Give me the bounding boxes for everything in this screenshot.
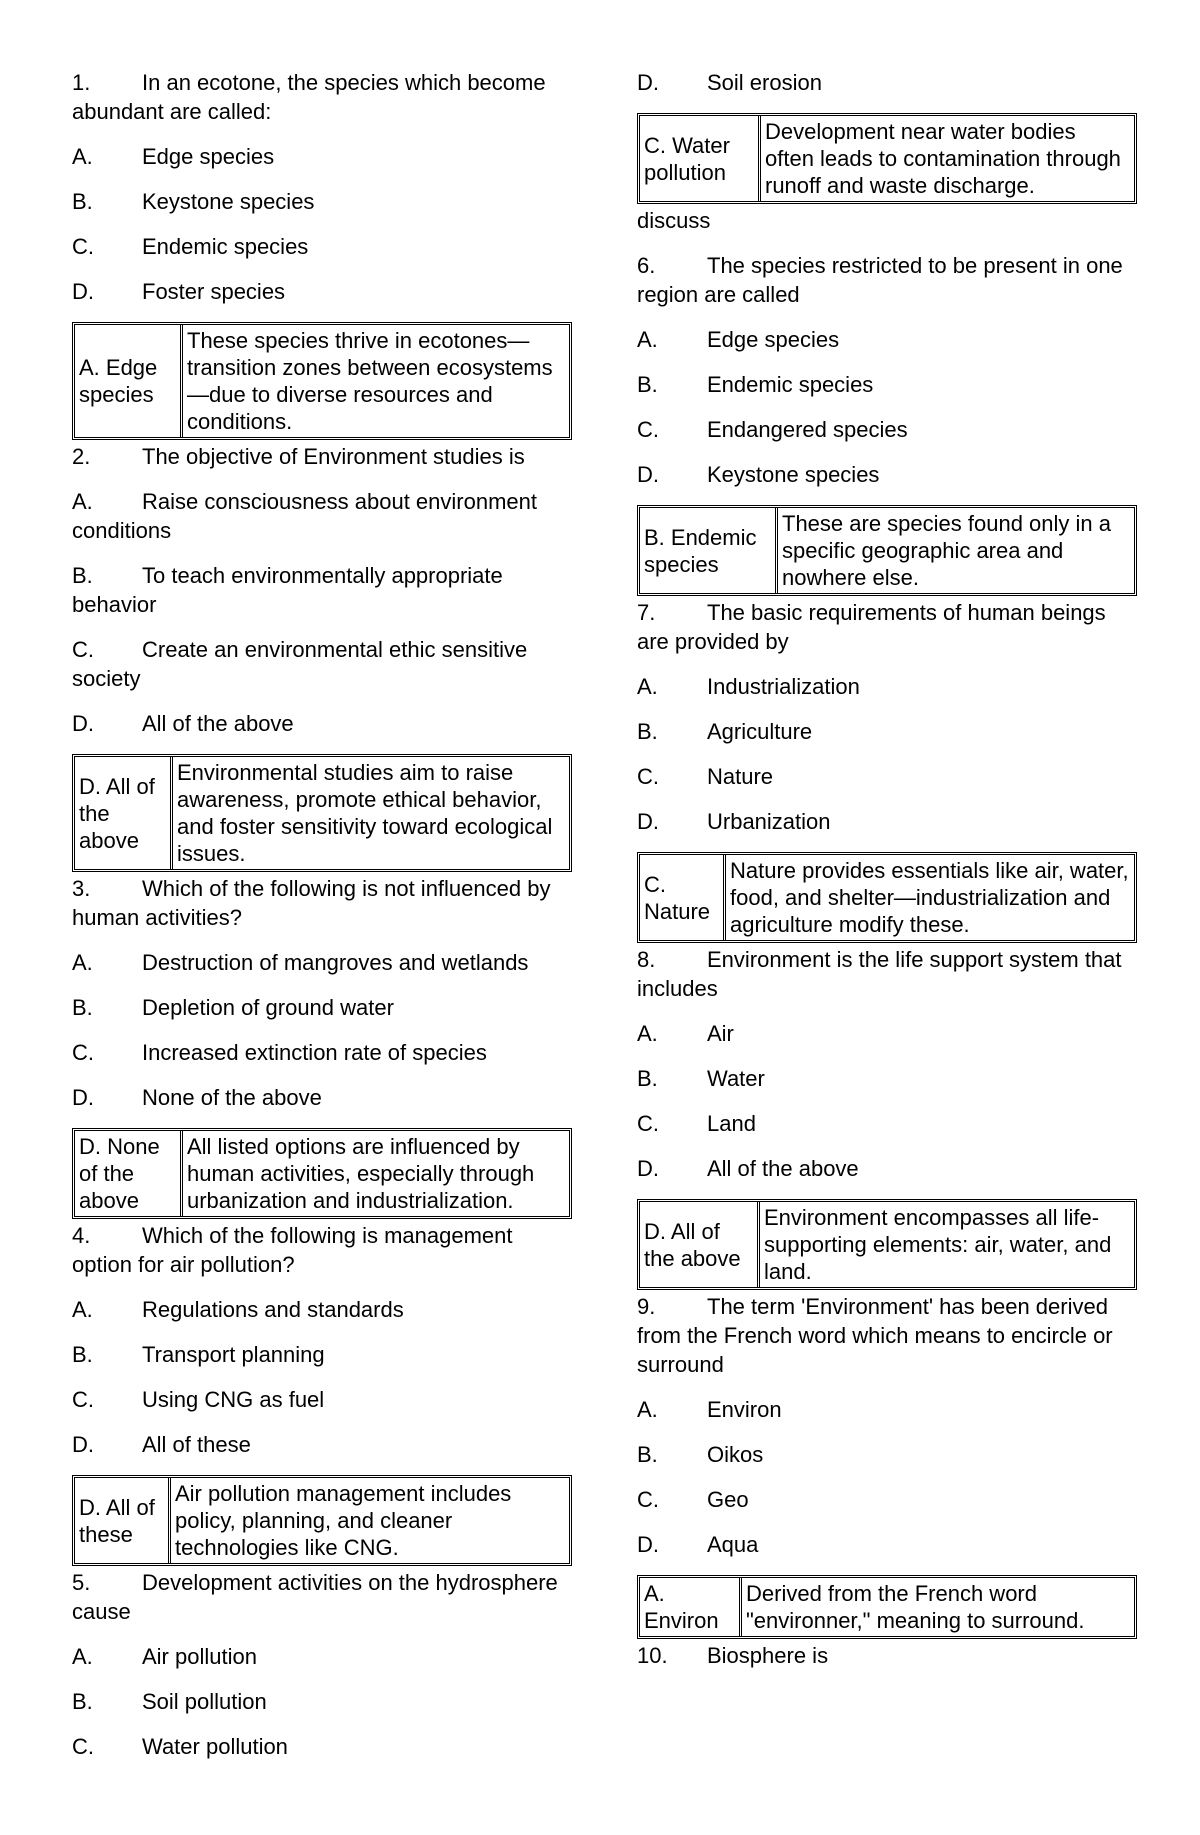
option [72,561,572,619]
answer-box [72,322,572,440]
option-text: Air [707,1021,734,1046]
option [72,709,572,738]
question-5 [72,1568,572,1626]
option [72,487,572,545]
option [637,1530,1137,1559]
option-letter: D. [637,462,659,487]
option-letter: A. [637,674,658,699]
option [72,1732,572,1761]
question-text: Which of the following is management option for air pollution? [72,1223,513,1277]
option [72,1385,572,1414]
question-1 [72,68,572,126]
option [72,993,572,1022]
option-letter: A. [72,1644,93,1669]
answer-explanation: Environmental studies aim to raise awareness, promote ethical behavior, and foster sensitivity toward ecological issues. [177,760,553,866]
option-letter: C. [637,764,659,789]
question-9 [637,1292,1137,1379]
option-text: Aqua [707,1532,759,1557]
question-6 [637,251,1137,309]
option [72,1083,572,1112]
answer-key: D. All of these [75,1478,171,1563]
option-letter: B. [72,189,93,214]
question-text: Which of the following is not influenced by human activities? [72,876,551,930]
answer-key: D. All of the above [75,757,173,869]
option-text: Increased extinction rate of species [142,1040,487,1065]
option-text: Keystone species [142,189,315,214]
option-text: Endemic species [707,372,874,397]
option-letter: D. [72,711,94,736]
option [72,1038,572,1067]
option-letter: B. [72,563,93,588]
answer-box [72,1128,572,1219]
option [637,1440,1137,1469]
option-text: Soil erosion [707,70,822,95]
option-text: Environ [707,1397,782,1422]
option-text: To teach environmentally appropriate behavior [72,563,503,617]
option-text: All of these [142,1432,251,1457]
option-text: Using CNG as fuel [142,1387,325,1412]
option [637,762,1137,791]
option-text: None of the above [142,1085,322,1110]
option-letter: C. [72,1040,94,1065]
option-letter: D. [72,1085,94,1110]
option-text: All of the above [707,1156,859,1181]
option-letter: C. [72,637,94,662]
option-text: Agriculture [707,719,813,744]
answer-box [72,1475,572,1566]
question-number: 3. [72,876,91,901]
option-text: Geo [707,1487,749,1512]
option-letter: D. [637,1156,659,1181]
question-4 [72,1221,572,1279]
discuss-text: discuss [637,208,711,233]
option-letter: C. [72,1734,94,1759]
option-text: Destruction of mangroves and wetlands [142,950,529,975]
option [637,68,1137,97]
option-letter: B. [637,1066,658,1091]
option [72,277,572,306]
option-letter: D. [72,279,94,304]
answer-box [637,852,1137,943]
question-text: Biosphere is [707,1643,829,1668]
question-number: 2. [72,444,91,469]
option-text: Keystone species [707,462,880,487]
option-text: Edge species [142,144,275,169]
answer-key: A. Environ [640,1578,742,1636]
left-column [72,68,572,1777]
answer-explanation: These species thrive in ecotones—transition zones between ecosystems—due to diverse resources and conditions. [187,328,553,434]
answer-key: C. Nature [640,855,726,940]
option-text: Foster species [142,279,286,304]
question-number: 9. [637,1294,656,1319]
option [72,1687,572,1716]
option [72,187,572,216]
answer-explanation: Development near water bodies often leads to contamination through runoff and waste discharge. [765,119,1121,198]
question-text: In an ecotone, the species which become abundant are called: [72,70,546,124]
option-letter: C. [72,234,94,259]
option-letter: C. [637,1487,659,1512]
question-text: The basic requirements of human beings are provided by [637,600,1106,654]
question-text: Development activities on the hydrosphere cause [72,1570,558,1624]
option-letter: D. [72,1432,94,1457]
option-text: Land [707,1111,756,1136]
option-letter: A. [72,950,93,975]
option-letter: A. [637,327,658,352]
option-letter: B. [72,1689,93,1714]
option [637,1109,1137,1138]
option [72,1295,572,1324]
answer-key: C. Water pollution [640,116,761,201]
option [637,1154,1137,1183]
option-letter: D. [637,809,659,834]
answer-box [637,505,1137,596]
option-text: Nature [707,764,774,789]
answer-explanation: Environment encompasses all life-supporting elements: air, water, and land. [764,1205,1112,1284]
option [72,948,572,977]
answer-key: B. Endemic species [640,508,778,593]
option-letter: D. [637,1532,659,1557]
option-letter: B. [637,372,658,397]
answer-key: D. All of the above [640,1202,760,1287]
question-number: 10. [637,1643,668,1668]
option-text: Endangered species [707,417,908,442]
option [72,1642,572,1671]
option-letter: B. [72,1342,93,1367]
option [637,325,1137,354]
option [637,1485,1137,1514]
option-letter: A. [72,144,93,169]
question-number: 7. [637,600,656,625]
option-letter: B. [637,1442,658,1467]
answer-key: D. None of the above [75,1131,183,1216]
option-text: Water [707,1066,765,1091]
answer-box [637,1575,1137,1639]
option-letter: B. [72,995,93,1020]
right-column [637,68,1137,1686]
option-text: Transport planning [142,1342,325,1367]
option [72,232,572,261]
option-letter: A. [637,1021,658,1046]
option [637,1064,1137,1093]
option-text: Raise consciousness about environment conditions [72,489,538,543]
option-text: Edge species [707,327,840,352]
option-letter: A. [72,1297,93,1322]
option-text: Urbanization [707,809,831,834]
question-text: The objective of Environment studies is [142,444,525,469]
option-text: Regulations and standards [142,1297,404,1322]
question-number: 8. [637,947,656,972]
question-text: The species restricted to be present in one region are called [637,253,1123,307]
option [637,460,1137,489]
option-text: Create an environmental ethic sensitive society [72,637,528,691]
option-letter: C. [72,1387,94,1412]
option [72,635,572,693]
option-text: Depletion of ground water [142,995,394,1020]
question-8 [637,945,1137,1003]
option-text: Air pollution [142,1644,257,1669]
question-2 [72,442,572,471]
option [637,415,1137,444]
option-text: Soil pollution [142,1689,267,1714]
option [637,672,1137,701]
answer-explanation: Air pollution management includes policy, planning, and cleaner technologies like CNG. [175,1481,512,1560]
question-text: Environment is the life support system that includes [637,947,1122,1001]
question-number: 4. [72,1223,91,1248]
option [72,142,572,171]
question-text: The term 'Environment' has been derived from the French word which means to encircle or surround [637,1294,1113,1377]
option [72,1430,572,1459]
option [637,807,1137,836]
question-10 [637,1641,1137,1670]
answer-explanation: These are species found only in a specific geographic area and nowhere else. [782,511,1111,590]
answer-key: A. Edge species [75,325,183,437]
option-letter: B. [637,719,658,744]
option-text: Water pollution [142,1734,288,1759]
option [637,1019,1137,1048]
option-letter: A. [637,1397,658,1422]
answer-explanation: Derived from the French word "environner," meaning to surround. [746,1581,1085,1633]
question-7 [637,598,1137,656]
answer-explanation: All listed options are influenced by human activities, especially through urbanization and industrialization. [187,1134,535,1213]
option [637,370,1137,399]
option-letter: C. [637,1111,659,1136]
question-number: 6. [637,253,656,278]
option-letter: D. [637,70,659,95]
option-letter: A. [72,489,93,514]
option-text: All of the above [142,711,294,736]
answer-box [637,113,1137,204]
option-letter: C. [637,417,659,442]
question-number: 5. [72,1570,91,1595]
answer-box [637,1199,1137,1290]
question-number: 1. [72,70,91,95]
option-text: Industrialization [707,674,860,699]
option [72,1340,572,1369]
question-3 [72,874,572,932]
option-text: Oikos [707,1442,764,1467]
option [637,1395,1137,1424]
answer-explanation: Nature provides essentials like air, water, food, and shelter—industrialization and agriculture modify these. [730,858,1129,937]
option [637,717,1137,746]
answer-box [72,754,572,872]
option-text: Endemic species [142,234,309,259]
